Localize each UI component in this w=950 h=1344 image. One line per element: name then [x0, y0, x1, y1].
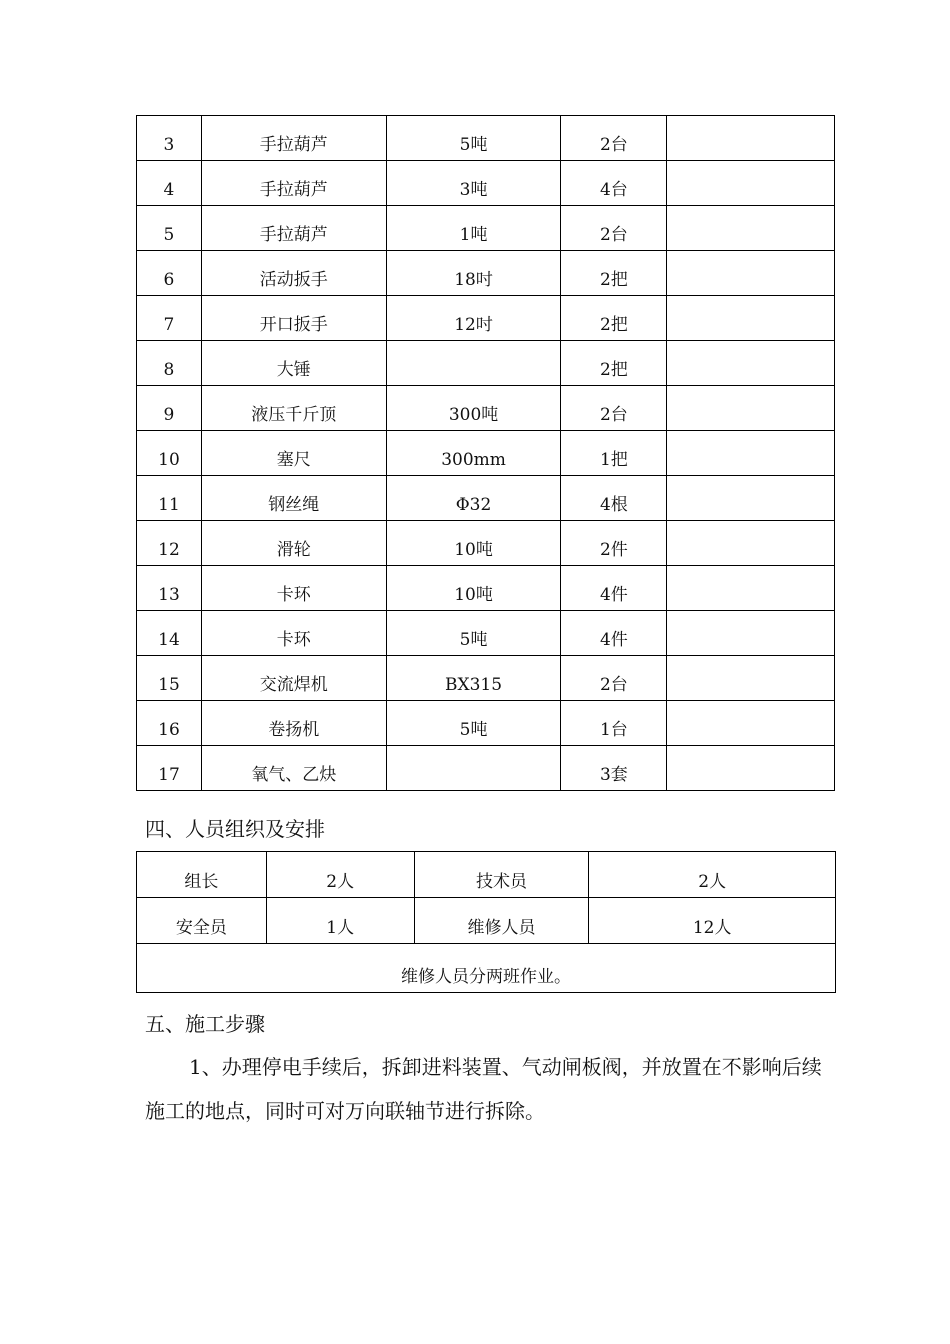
item-note-cell	[667, 476, 835, 521]
item-spec-cell: 300吨	[386, 386, 561, 431]
item-note-cell	[667, 656, 835, 701]
item-name-cell: 手拉葫芦	[201, 206, 386, 251]
item-name-cell: 活动扳手	[201, 251, 386, 296]
item-number-cell: 6	[137, 251, 202, 296]
item-spec-cell: 5吨	[386, 611, 561, 656]
item-note-cell	[667, 341, 835, 386]
staff-row	[137, 852, 836, 898]
item-number-cell: 14	[137, 611, 202, 656]
item-spec-cell: 10吨	[386, 521, 561, 566]
item-qty-cell: 2把	[561, 251, 667, 296]
item-spec-cell	[386, 746, 561, 791]
item-qty-cell: 4件	[561, 611, 667, 656]
item-note-cell	[667, 566, 835, 611]
item-note-cell	[667, 116, 835, 161]
tools-table	[136, 115, 835, 791]
item-qty-cell: 2件	[561, 521, 667, 566]
item-number-cell: 9	[137, 386, 202, 431]
item-name-cell: 卡环	[201, 566, 386, 611]
item-qty-cell: 1台	[561, 701, 667, 746]
item-note-cell	[667, 431, 835, 476]
item-qty-cell: 4根	[561, 476, 667, 521]
table-row	[137, 116, 835, 161]
table-row	[137, 341, 835, 386]
item-qty-cell: 2台	[561, 386, 667, 431]
table-row	[137, 431, 835, 476]
item-name-cell: 滑轮	[201, 521, 386, 566]
item-note-cell	[667, 296, 835, 341]
item-qty-cell: 1把	[561, 431, 667, 476]
item-note-cell	[667, 521, 835, 566]
item-spec-cell: Φ32	[386, 476, 561, 521]
section-5-heading: 五、施工步骤	[145, 1012, 265, 1036]
staff-count-cell: 2人	[589, 852, 836, 898]
staff-row	[137, 898, 836, 944]
item-spec-cell: 3吨	[386, 161, 561, 206]
item-number-cell: 4	[137, 161, 202, 206]
item-spec-cell: 5吨	[386, 701, 561, 746]
item-number-cell: 8	[137, 341, 202, 386]
item-number-cell: 16	[137, 701, 202, 746]
item-spec-cell: 5吨	[386, 116, 561, 161]
step-1-paragraph	[145, 1045, 825, 1133]
section-4-heading: 四、人员组织及安排	[145, 817, 325, 841]
item-number-cell: 11	[137, 476, 202, 521]
item-qty-cell: 4台	[561, 161, 667, 206]
staff-count-cell: 12人	[589, 898, 836, 944]
staff-role-cell: 组长	[137, 852, 267, 898]
item-qty-cell: 4件	[561, 566, 667, 611]
item-name-cell: 液压千斤顶	[201, 386, 386, 431]
table-row	[137, 161, 835, 206]
staff-role-cell: 安全员	[137, 898, 267, 944]
item-number-cell: 5	[137, 206, 202, 251]
staff-role-cell: 维修人员	[414, 898, 589, 944]
item-qty-cell: 2台	[561, 656, 667, 701]
item-spec-cell: 10吨	[386, 566, 561, 611]
item-name-cell: 手拉葫芦	[201, 116, 386, 161]
item-number-cell: 12	[137, 521, 202, 566]
table-row	[137, 476, 835, 521]
item-qty-cell: 3套	[561, 746, 667, 791]
table-row	[137, 296, 835, 341]
table-row	[137, 746, 835, 791]
staff-note: 维修人员分两班作业。	[137, 944, 836, 993]
table-row	[137, 566, 835, 611]
item-name-cell: 塞尺	[201, 431, 386, 476]
staff-count-cell: 2人	[266, 852, 414, 898]
item-number-cell: 13	[137, 566, 202, 611]
staff-note-row	[137, 944, 836, 993]
item-name-cell: 手拉葫芦	[201, 161, 386, 206]
item-qty-cell: 2把	[561, 341, 667, 386]
item-name-cell: 卡环	[201, 611, 386, 656]
table-row	[137, 206, 835, 251]
item-number-cell: 15	[137, 656, 202, 701]
item-note-cell	[667, 161, 835, 206]
item-note-cell	[667, 611, 835, 656]
table-row	[137, 701, 835, 746]
table-row	[137, 611, 835, 656]
step-1-text: 1、办理停电手续后，拆卸进料装置、气动闸板阀，并放置在不影响后续施工的地点，同时可对万向联轴节进行拆除。	[145, 1055, 822, 1123]
item-name-cell: 氧气、乙炔	[201, 746, 386, 791]
item-note-cell	[667, 251, 835, 296]
item-note-cell	[667, 206, 835, 251]
item-qty-cell: 2台	[561, 206, 667, 251]
item-name-cell: 钢丝绳	[201, 476, 386, 521]
table-row	[137, 521, 835, 566]
item-spec-cell: 300mm	[386, 431, 561, 476]
item-number-cell: 3	[137, 116, 202, 161]
item-spec-cell: 12吋	[386, 296, 561, 341]
item-spec-cell	[386, 341, 561, 386]
item-number-cell: 10	[137, 431, 202, 476]
item-note-cell	[667, 386, 835, 431]
item-spec-cell: 1吨	[386, 206, 561, 251]
item-number-cell: 7	[137, 296, 202, 341]
item-name-cell: 卷扬机	[201, 701, 386, 746]
item-name-cell: 开口扳手	[201, 296, 386, 341]
item-spec-cell: 18吋	[386, 251, 561, 296]
item-note-cell	[667, 746, 835, 791]
item-note-cell	[667, 701, 835, 746]
staff-table	[136, 851, 836, 993]
item-spec-cell: BX315	[386, 656, 561, 701]
table-row	[137, 656, 835, 701]
staff-count-cell: 1人	[266, 898, 414, 944]
table-row	[137, 251, 835, 296]
table-row	[137, 386, 835, 431]
item-name-cell: 交流焊机	[201, 656, 386, 701]
item-qty-cell: 2台	[561, 116, 667, 161]
item-qty-cell: 2把	[561, 296, 667, 341]
staff-role-cell: 技术员	[414, 852, 589, 898]
item-number-cell: 17	[137, 746, 202, 791]
item-name-cell: 大锤	[201, 341, 386, 386]
